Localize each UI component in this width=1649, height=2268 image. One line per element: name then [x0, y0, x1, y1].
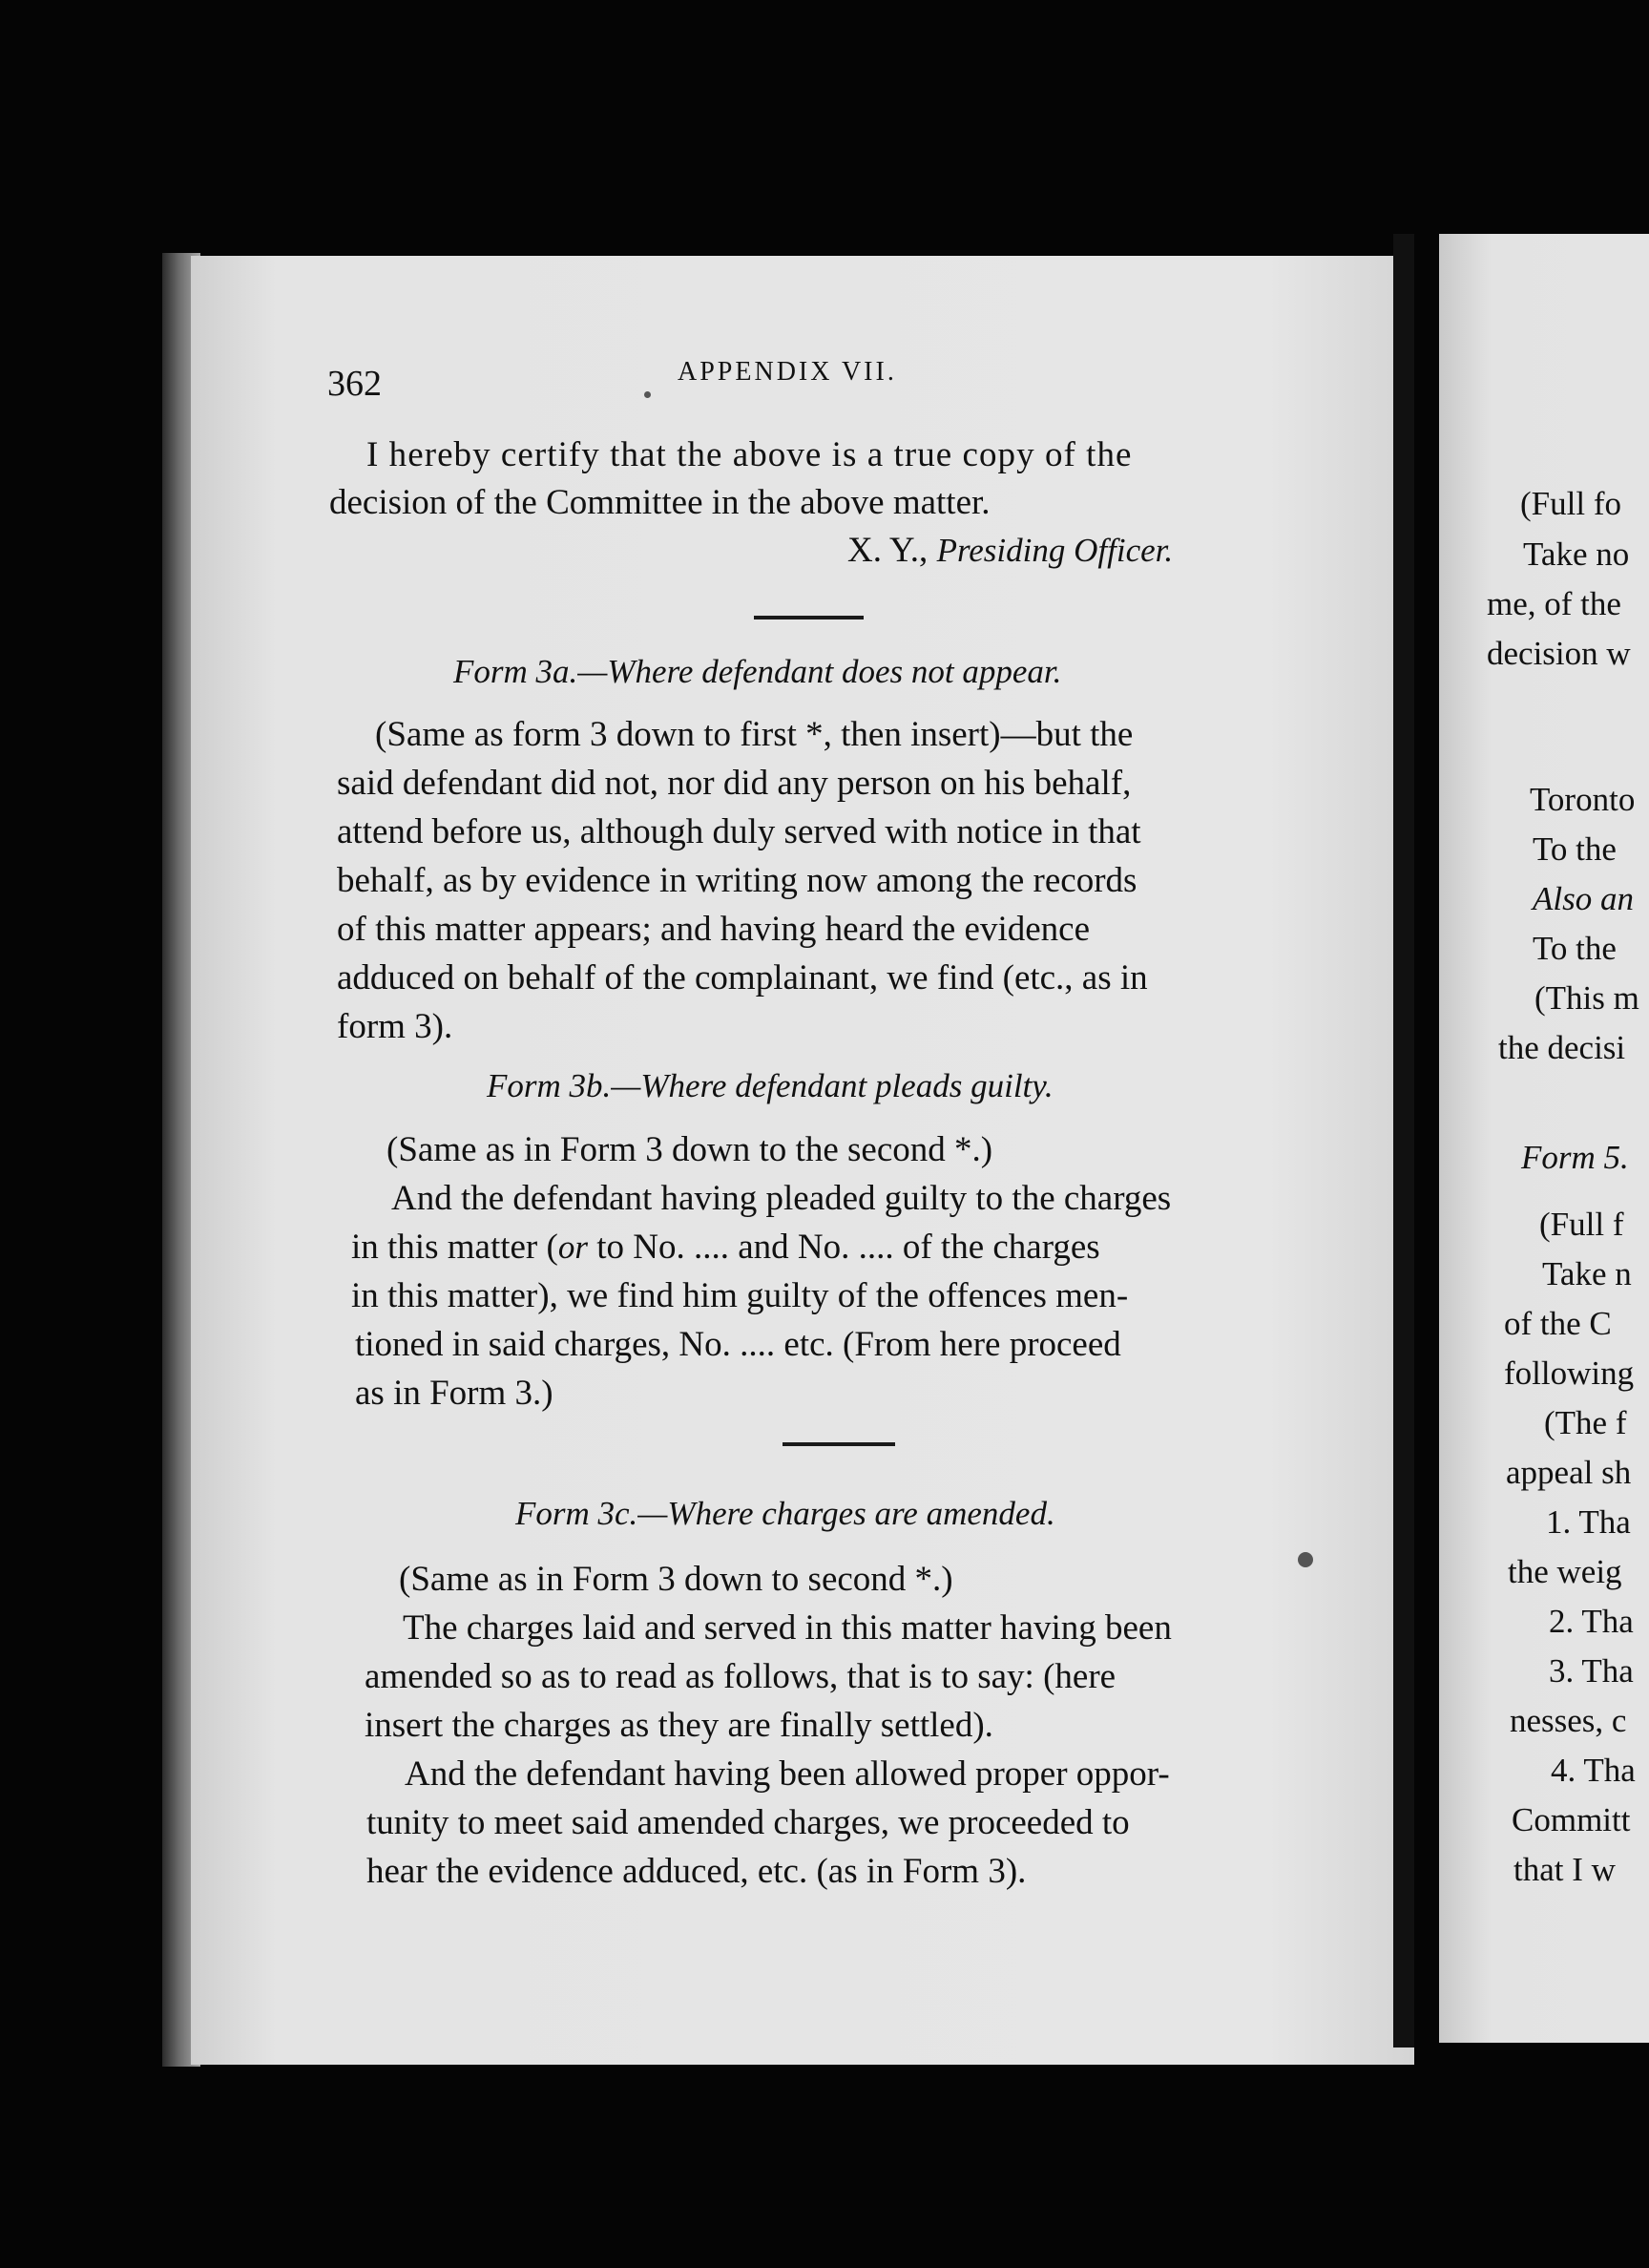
text-line: (Same as in Form 3 down to second *.) [399, 1560, 953, 1599]
text-line: the weig [1508, 1553, 1622, 1590]
form-heading: Form 5. [1521, 1139, 1629, 1176]
ink-spot [1298, 1552, 1313, 1567]
text-line: I hereby certify that the above is a true copy of the [366, 435, 1133, 474]
text-line: decision of the Committee in the above matter. [329, 483, 991, 522]
form-heading: Form 3c.—Where charges are amended. [515, 1495, 1055, 1532]
text-line: nesses, c [1510, 1702, 1627, 1739]
text-line: 2. Tha [1549, 1603, 1634, 1640]
form-heading: Form 3a.—Where defendant does not appear. [453, 653, 1062, 690]
text-line: amended so as to read as follows, that is to say: (here [365, 1657, 1117, 1696]
text-line: the decisi [1498, 1029, 1626, 1066]
text-line: in this matter (or to No. .... and No. .... of the charges [351, 1228, 1100, 1267]
text-line: The charges laid and served in this matter having been [403, 1608, 1172, 1648]
text-line: me, of the [1487, 585, 1621, 622]
emphasis-or: or [557, 1228, 588, 1266]
text-line: hear the evidence adduced, etc. (as in Form 3). [366, 1852, 1027, 1891]
text-line: of this matter appears; and having heard the evidence [337, 910, 1091, 949]
text-line: behalf, as by evidence in writing now among the records [337, 861, 1138, 900]
text-line: (Full f [1539, 1206, 1624, 1243]
text-line: decision w [1487, 635, 1631, 672]
text-line: 4. Tha [1551, 1752, 1636, 1789]
text-line: said defendant did not, nor did any person on his behalf, [337, 764, 1132, 803]
text-line: To the [1533, 830, 1617, 868]
text-line: tioned in said charges, No. .... etc. (From here proceed [355, 1325, 1121, 1364]
text-line: Toronto [1530, 781, 1636, 818]
text-line: Take no [1523, 536, 1630, 573]
text-line: adduced on behalf of the complainant, we find (etc., as in [337, 958, 1148, 998]
text-line: (The f [1544, 1404, 1627, 1441]
signature-line [847, 533, 1173, 568]
text-line: tunity to meet said amended charges, we proceeded to [366, 1803, 1130, 1842]
text-line: 1. Tha [1546, 1503, 1631, 1541]
right-page [1439, 234, 1649, 2043]
ink-spot [644, 391, 651, 398]
text-line: Take n [1542, 1255, 1632, 1292]
text-line: that I w [1513, 1851, 1616, 1888]
text-line: appeal sh [1506, 1454, 1632, 1491]
text-line: 3. Tha [1549, 1652, 1634, 1690]
page-gutter [1393, 234, 1414, 2048]
text-line: (Same as form 3 down to first *, then insert)—but the [375, 715, 1134, 754]
text-line: To the [1533, 930, 1617, 967]
section-divider [754, 616, 864, 620]
text-line: And the defendant having been allowed proper oppor- [405, 1754, 1170, 1794]
text-line: Committ [1512, 1801, 1631, 1838]
form-heading: Form 3b.—Where defendant pleads guilty. [487, 1067, 1054, 1104]
section-divider [783, 1442, 895, 1446]
text-line: as in Form 3.) [355, 1374, 553, 1413]
text-line: following [1504, 1354, 1635, 1392]
text-line: (Same as in Form 3 down to the second *.) [386, 1130, 993, 1169]
text-line: (Full fo [1520, 485, 1621, 522]
page-number: 362 [327, 364, 382, 404]
text-line: insert the charges as they are finally settled). [365, 1706, 993, 1745]
text-line: attend before us, although duly served with notice in that [337, 812, 1141, 851]
text-line: form 3). [337, 1007, 453, 1046]
text-line: And the defendant having pleaded guilty to the charges [391, 1179, 1172, 1218]
text-line: (This m [1534, 979, 1639, 1017]
signatory-initials: X. Y., [847, 531, 937, 570]
signatory-title: Presiding Officer. [936, 532, 1174, 569]
running-header: APPENDIX VII. [678, 357, 897, 387]
text-line: in this matter), we find him guilty of the offences men- [351, 1276, 1129, 1315]
text-line: of the C [1504, 1305, 1612, 1342]
text-line: Also an [1533, 880, 1634, 917]
left-page [191, 256, 1414, 2065]
